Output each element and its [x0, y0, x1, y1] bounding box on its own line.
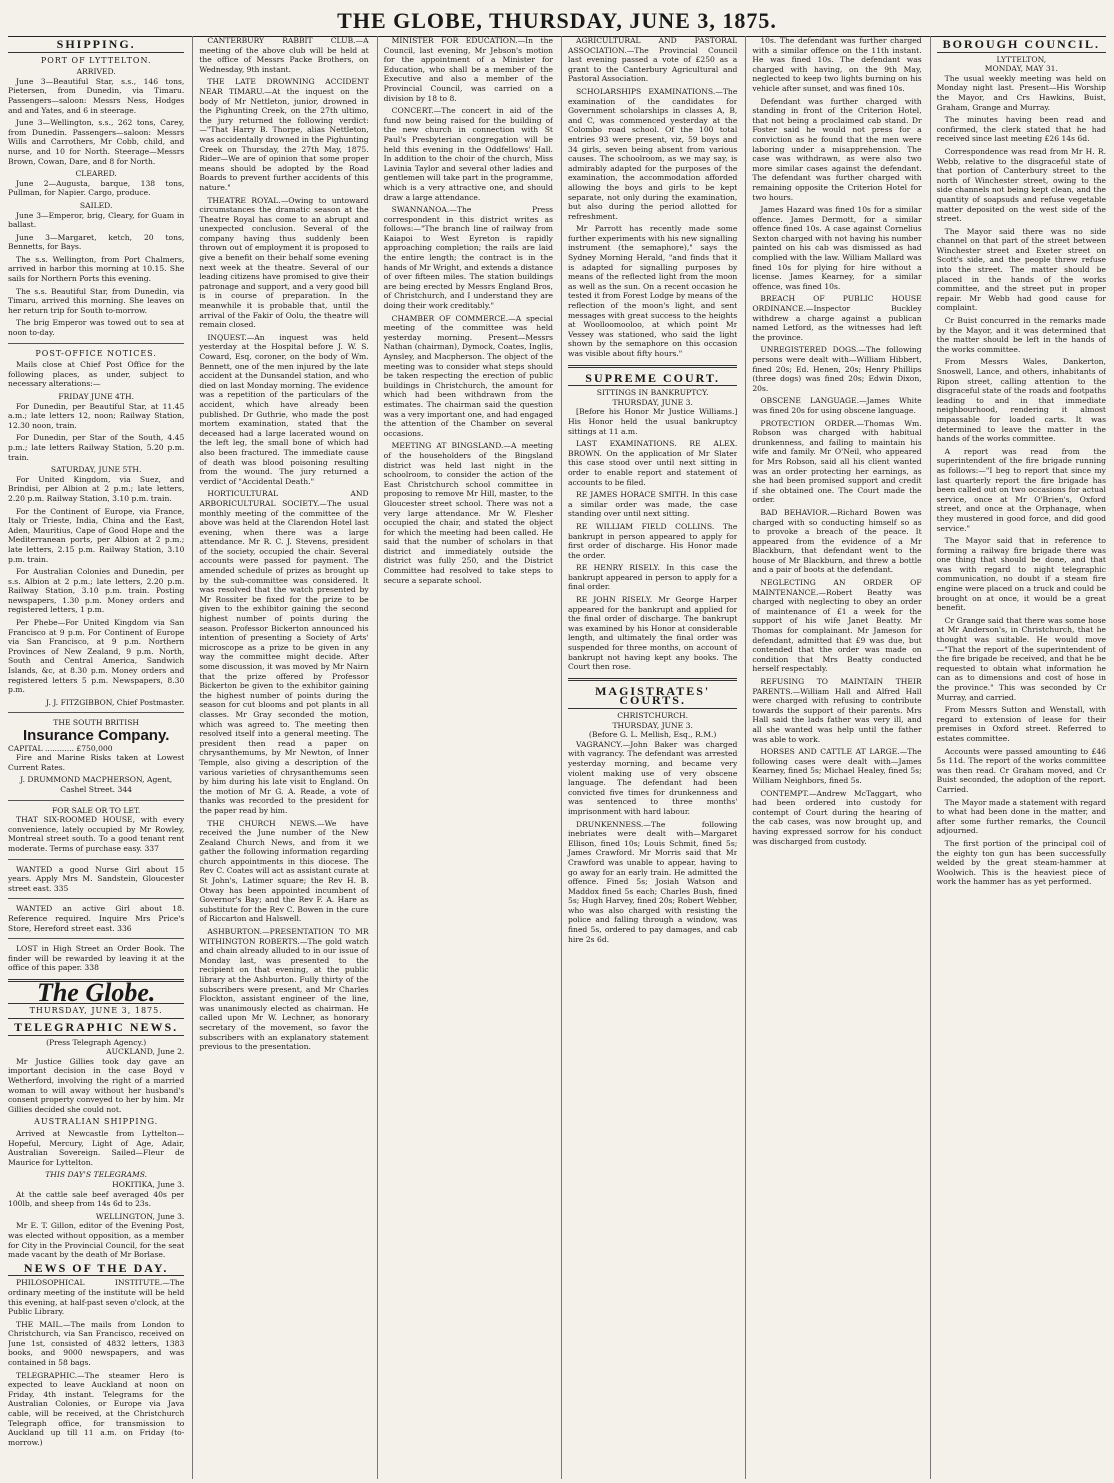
supreme-heading: SUPREME COURT.	[568, 374, 737, 387]
news-paragraph: THEATRE ROYAL.—Owing to untoward circumstances the dramatic season at the Theatre Royal has come to an abrupt and unexpected conclusion. Several of the company having thus suddenly been thrown out of employment it is proposed to give a benefit on their behalf some evening next week at the theatre. Several of our leading citizens have promised to give their patronage and support, and a very good bill is in course of preparation. In the meanwhile it is probable that, until the arrival of the Fakir of Oolu, the theatre will remain closed.	[199, 195, 369, 330]
globe-date: THURSDAY, JUNE 3, 1875.	[8, 1003, 184, 1019]
council-paragraph: The minutes having been read and confirmed, the clerk stated that he had received since last meeting £26 14s 6d.	[936, 115, 1106, 144]
insurance-agent: J. DRUMMOND MACPHERSON, Agent, Cashel Street. 344	[20, 775, 173, 794]
arrival-item: June 3—Wellington, s.s., 262 tons, Carey, from Dunedin. Passengers—saloon: Messrs Wills and Carrothers, Mr Cobb, child, and nurse, and 10 for North. Steerage—Messrs Brown, Cowan, Dare, and 8 for North.	[8, 118, 185, 166]
insurance-pre: THE SOUTH BRITISH	[53, 718, 140, 728]
council-paragraph: Cr Buist concurred in the remarks made by the Mayor, and it was determined that the matter should be left in the hands of the works committee.	[936, 316, 1106, 354]
council-paragraph: Cr Grange said that there was some hose at Mr Anderson's, in Christchurch, that he thought was suitable. He would move—"That the report of the superintendent of the fire brigade be received, and that he be requested to obtain what information he can as to dimensions and cost of hose in the province." This was seconded by Cr Murray, and carried.	[936, 615, 1106, 702]
council-paragraph: Correspondence was read from Mr H. R. Webb, relative to the disgraceful state of that portion of Canterbury street to the north of Winchester street, owing to the side channels not being kept clean, and the quantity of soapsuds and refuse vegetable matter deposited on the west side of the street.	[936, 146, 1106, 224]
news-item: PHILOSOPHICAL INSTITUTE.—The ordinary meeting of the institute will be held this evening, at half-past seven o'clock, at the Public Library.	[8, 1278, 185, 1317]
insurance-capital: CAPITAL ............ £750,000	[8, 743, 113, 753]
aus-heading: AUSTRALIAN SHIPPING.	[34, 1117, 159, 1127]
sailed-label: SAILED.	[79, 200, 113, 210]
council-paragraph: From Messrs Sutton and Wenstall, with regard to extension of lease for their premises in Oxford street. Referred to estates committee.	[936, 705, 1106, 743]
post-item: For United Kingdom, via Suez, and Brindisi, per Albion at 2 p.m.; late letters, 2.20 p.m. Railway Station, 3.10 p.m. train.	[8, 474, 185, 503]
court-paragraph: HORSES AND CATTLE AT LARGE.—The following cases were dealt with—James Kearney, fined 5s; Michael Healey, fined 5s; William Neighbors, fined 5s.	[752, 747, 922, 785]
column-4	[561, 36, 737, 1479]
column-5	[745, 36, 921, 1479]
tel-text: Mr E. T. Gillon, editor of the Evening Post, was elected without opposition, as a member for City in the Provincial Council, for the seat made vacant by the death of Mr Borlase.	[8, 1221, 185, 1260]
court-paragraph: 10s. The defendant was further charged with a similar offence on the 11th instant. He was fined 10s. The defendant was charged with having, on the 9th May, neglected to keep two lights burning on his vehicle after sunset, and was fined 10s.	[752, 36, 922, 93]
cleared-label: CLEARED.	[75, 169, 117, 179]
port-heading: PORT OF LYTTELTON.	[40, 55, 152, 65]
post-day: FRIDAY JUNE 4TH.	[58, 392, 134, 401]
news-item: THE MAIL.—The mails from London to Christchurch, via San Francisco, received on June 1st, consisted of 4832 letters, 1383 books, and 9000 newspapers, and was contained in 58 bags.	[8, 1319, 185, 1368]
sailed-item: June 3—Margaret, ketch, 20 tons, Bennetts, for Bays.	[8, 232, 185, 252]
column-2	[192, 36, 368, 1479]
post-item: For Australian Colonies and Dunedin, per s.s. Albion at 2 p.m.; late letters, 2.20 p.m. Railway Station, 3.10 p.m. train. Posting newspapers, 1.30 p.m. Money orders and registered letters, 1 p.m.	[8, 567, 185, 615]
news-paragraph: HORTICULTURAL AND ARBORICULTURAL SOCIETY.—The usual monthly meeting of the committee of the above was held at the Clarendon Hotel last evening, when there was a large attendance. Mr R. C. J. Stevens, president of the society, occupied the chair. Several accounts were passed for payment. The amended schedule of prizes as brought up by the sub-committee was considered. It was resolved that the watch presented by Mr Rossiter be fixed for the prize to be given to the exhibitor gaining the second highest number of points during the season. Professor Bickerton announced his intention of presenting a Society of Arts' microscope as a prize to be given in any way the committee might decide. After some discussion, it was moved by Mr Nairn that the prize offered by Professor Bickerton be given to the exhibitor gaining the highest number of points during the season for cut blooms and pot plants in all classes. Mr Gray seconded the motion, which was agreed to. The meeting then resolved itself into a general meeting. The president then read a paper on chrysanthemums, by Mr Newton, of Inner Temple, also giving a description of the various varieties of chrysanthemums seen by him during his late visit to England. On the motion of Mr G. A. Reade, a vote of thanks was recorded to the president for the paper read by him.	[199, 489, 369, 815]
shipping-heading: SHIPPING.	[8, 40, 184, 53]
court-paragraph: RE JOHN RISELY. Mr George Harper appeared for the bankrupt and applied for the final order of discharge. The bankrupt was examined by his Honor at considerable length, and ultimately the final order was suspended for three months, on account of bankrupt not having kept any books. The Court then rose.	[567, 595, 738, 672]
columns	[8, 36, 1106, 1479]
insurance-title: Insurance Company.	[22, 727, 170, 744]
post-intro: Mails close at Chief Post Office for the following places, as under, subject to necessary alterations:—	[8, 360, 185, 389]
news-paragraph: INQUEST.—An inquest was held yesterday at the Hospital before J. W. S. Coward, Esq, coroner, on the body of Wm. Bennett, one of the men injured by the late accident at the Dunsandel station, and who died on last Monday morning. The evidence was a repetition of the particulars of the accident, which have already been published. Dr Guthrie, who made the post mortem examination, stated that the deceased had a large lacerated wound on the left leg, the small bone of which had also been fractured. The immediate cause of death was blood poisoning resulting from the wound. The jury returned a verdict of "Accidental Death."	[199, 332, 369, 486]
wanted-ad: WANTED a good Nurse Girl about 15 years. Apply Mrs M. Sandstein, Gloucester street east. 335	[8, 864, 185, 893]
borough-date: MONDAY, MAY 31.	[984, 64, 1058, 74]
court-paragraph: [Before his Honor Mr Justice Williams.] His Honor held the usual bankruptcy sittings at 11 a.m.	[567, 407, 738, 436]
supreme-date: THURSDAY, JUNE 3.	[612, 397, 693, 407]
masthead: THE GLOBE, THURSDAY, JUNE 3, 1875.	[8, 4, 1106, 37]
post-day: SATURDAY, JUNE 5TH.	[50, 465, 142, 475]
post-item: Per Phebe—For United Kingdom via San Francisco at 9 p.m. For Continent of Europe via San Francisco, at 9 p.m. Northern Provinces of New Zealand, 9 p.m. North, South and Central America, Sandwich Islands, &c, at 8.30 p.m. Money orders and registered letters 5 p.m. Newspapers, 8.30 p.m.	[8, 618, 185, 695]
news-paragraph: Mr Parrott has recently made some further experiments with his new signalling instrument (the semaphore)," says the Sydney Morning Herald, "and finds that it is adapted for signalling purposes by means of the reflected light from the moon as well as the sun. On a recent occasion he tested it from Forest Lodge by means of the reflection of the moon's light, and sent messages with great success to the heights at Woolloomooloo, at which point Mr Vessey was stationed, who said the light shown by the semaphore on this occasion was visible about fifty hours."	[567, 224, 738, 358]
telegraphic-heading: TELEGRAPHIC NEWS.	[8, 1023, 184, 1036]
court-paragraph: PROTECTION ORDER.—Thomas Wm. Robson was charged with habitual drunkenness, and failing to maintain his wife and family. Mr O'Neil, who appeared for Mrs Robson, said all his client wanted was an order protecting her earnings, as she had been promised support and credit if she obtained one. The Court made the order.	[752, 418, 922, 505]
tel-dateline: WELLINGTON, June 3.	[95, 1211, 185, 1221]
wanted-ad: WANTED an active Girl about 18. Reference required. Inquire Mrs Price's Store, Hereford street east. 336	[8, 904, 185, 933]
days-telegrams: THIS DAY'S TELEGRAMS.	[45, 1170, 148, 1180]
tel-dateline: HOKITIKA, June 3.	[112, 1179, 185, 1189]
magistrates-date: THURSDAY, JUNE 3.	[612, 720, 693, 730]
telegraphic-dateline: AUCKLAND, June 2.	[106, 1047, 185, 1057]
court-paragraph: BAD BEHAVIOR.—Richard Bowen was charged with so conducting himself so as to provoke a breach of the peace. It appeared from the evidence of a Mr Blackburn, that defendant went to the house of Mr Blackburn, and threw a bottle and a pair of boots at the defendant.	[752, 507, 922, 575]
supreme-sub: SITTINGS IN BANKRUPTCY.	[596, 388, 709, 398]
magistrates-sub: CHRISTCHURCH.	[617, 711, 689, 720]
telegraphic-agency: (Press Telegraph Agency.)	[46, 1037, 147, 1047]
post-item: For Dunedin, per Beautiful Star, at 11.45 a.m.; late letters 12, noon; Railway Station, 12.30 noon, train.	[8, 401, 185, 430]
news-paragraph: MEETING AT BINGSLAND.—A meeting of the householders of the Bingsland district was held last night in the schoolroom, to consider the action of the East Christchurch school committee in proposing to remove Mr Hill, master, to the Gloucester street school. There was not a very large attendance. Mr W. Flesher occupied the chair, and stated the object for which the meeting had been called. He said that the number of scholars in that district and immediately outside the district was fully 250, and the District Committee had resolved to take steps to secure a separate school.	[383, 441, 553, 585]
shipping-note: The s.s. Beautiful Star, from Dunedin, via Timaru, arrived this morning. She leaves on her return trip for South to-morrow.	[8, 286, 185, 315]
news-paragraph: SWANNANOA.—The Press correspondent in this district writes as follows:—"The branch line of railway from Kaiapoi to West Eyreton is rapidly approaching completion; the rails are laid the entire length; the contract is in the hands of Mr Wright, and extends a distance of over fifteen miles. The station buildings are being erected by Messrs England Bros, of Christchurch, and I understand they are doing their work creditably."	[383, 205, 553, 311]
court-paragraph: James Hazard was fined 10s for a similar offence. James Dermott, for a similar offence fined 10s. A case against Cornelius Sexton charged with not having his number painted on his cab was dismissed as had complied with the law. William Mallard was fined 10s for plying for hire without a license. James Kearney, for a similar offence, was fined 10s.	[752, 205, 922, 291]
for-sale-heading: FOR SALE OR TO LET.	[52, 805, 141, 815]
tel-text: At the cattle sale beef averaged 40s per 100lb, and sheep from 14s 6d to 23s.	[8, 1189, 185, 1209]
court-paragraph: OBSCENE LANGUAGE.—James White was fined 20s for using obscene language.	[752, 396, 922, 415]
council-paragraph: The usual weekly meeting was held on Monday night last. Present—His Worship the Mayor, and Crs Hawkins, Buist, Graham, Grange and Murray.	[936, 73, 1106, 112]
arrival-item: June 3—Beautiful Star, s.s., 146 tons, Pietersen, from Dunedin, via Timaru. Passengers—saloon: Messrs Ness, Hodges and and Yates, and 6 in steerage.	[8, 76, 185, 115]
post-heading: POST-OFFICE NOTICES.	[35, 348, 157, 358]
arrived-label: ARRIVED.	[76, 67, 116, 77]
news-paragraph: CANTERBURY RABBIT CLUB.—A meeting of the above club will be held at the office of Messrs Packe Brothers, on Wednesday, 9th instant.	[199, 36, 369, 74]
court-paragraph: LAST EXAMINATIONS. RE ALEX. BROWN. On the application of Mr Slater this case stood over until next sitting in order to enable report and statement of accounts to be filed.	[567, 439, 738, 487]
council-paragraph: From Messrs Wales, Dankerton, Snoswell, Lance, and others, inhabitants of Ripon street, calling attention to the disgraceful state of the roads and footpaths leading to and in that immediate neighbourhood, rendering it almost impassable for loaded carts. It was determined to leave the matter in the hands of the works committee.	[936, 357, 1106, 444]
court-paragraph: NEGLECTING AN ORDER OF MAINTENANCE.—Robert Beatty was charged with neglecting to obey an order of maintenance of £1 a week for the support of his wife Janet Beatty. Mr Thomas for complainant. Mr Jameson for defendant, admitted that £9 was due, but contended that the order was made on condition that Mrs Beatty conducted herself respectably.	[752, 578, 922, 674]
borough-sub: LYTTELTON,	[996, 54, 1047, 64]
borough-heading: BOROUGH COUNCIL.	[937, 40, 1106, 53]
column-1	[8, 36, 184, 1479]
magistrates-bench: (Before G. L. Mellish, Esq., R.M.)	[588, 730, 717, 740]
column-6	[930, 36, 1106, 1479]
postmaster: J. J. FITZGIBBON, Chief Postmaster.	[46, 697, 185, 707]
court-paragraph: RE HENRY RISELY. In this case the bankrupt appeared in person to apply for a final order.	[567, 563, 738, 592]
shipping-note: The s.s. Wellington, from Port Chalmers, arrived in harbor this morning at 10.15. She sails for Northern Ports this evening.	[8, 254, 185, 284]
court-paragraph: DRUNKENNESS.—The following inebriates were dealt with—Margaret Ellison, fined 10s; Louis Schmit, fined 5s; James Crawford. Mr Morris said that Mr Crawford was unable to appear, having to go away for an early train. He admitted the offence. Fined 5s; Josiah Watson and Maddox fined 5s each; Charles Bush, fined 5s; Hugh Harvey, fined 20s; Robert Webber, who was also charged with resisting the police and falling through a window, was fined 5s, ordered to pay damages, and cab hire 2s 6d.	[567, 819, 738, 944]
shipping-note: The brig Emperor was towed out to sea at noon to-day.	[8, 318, 185, 338]
court-paragraph: REFUSING TO MAINTAIN THEIR PARENTS.—William Hall and Alfred Hall were charged with refusing to contribute towards the support of their parents. Mrs Hall said the lads father was very ill, and all she wanted was help until the father was able to work.	[752, 677, 922, 744]
news-paragraph: THE LATE DROWNING ACCIDENT NEAR TIMARU.—At the inquest on the body of Mr Nettleton, junior, drowned in the Pighunting Creek, on the 27th ultimo, the jury returned the following verdict:—"That Harry B. Thorpe, alias Nettleton, was accidentally drowned in the Pighunting Creek on Thursday, the 27th May, 1875. Rider—We are of opinion that some proper means should be adopted by the Road Boards to prevent further accidents of this nature."	[199, 77, 369, 192]
council-paragraph: The Mayor made a statement with regard to what had been done in the matter, and after some further remarks, the Council adjourned.	[936, 797, 1106, 836]
council-paragraph: Accounts were passed amounting to £46 5s 11d. The report of the works committee was then read. Cr Graham moved, and Cr Buist seconded, the adoption of the report. Carried.	[936, 746, 1106, 794]
court-paragraph: RE JAMES HORACE SMITH. In this case a similar order was made, the case standing over until next sitting.	[567, 490, 738, 519]
court-paragraph: BREACH OF PUBLIC HOUSE ORDINANCE.—Inspector Buckley withdrew a charge against a publican named Letford, as the witnesses had left the province.	[752, 294, 922, 342]
council-paragraph: The Mayor said there was no side channel on that part of the street between Winchester street and Exeter street on Scott's side, and the people threw refuse into the street. The matter should be placed in the hands of the works committee, and the street put in proper repair. Mr Webb had good cause for complaint.	[936, 226, 1106, 313]
council-paragraph: The first portion of the principal coil of the eighty ton gun has been successfully welded by the great steam-hammer at Woolwich. This is the heaviest piece of work the hammer has as yet performed.	[936, 838, 1106, 887]
cleared-item: June 2—Augusta, barque, 138 tons, Pullman, for Napier. Cargo, produce.	[8, 178, 185, 198]
news-paragraph: CHAMBER OF COMMERCE.—A special meeting of the committee was held yesterday morning. Present—Messrs Nathan (chairman), Dymock, Coates, Inglis, Aynsley, and Macpherson. The object of the meeting was to consider what steps should be taken respecting the erection of public buildings in Christchurch, the amount for which had been withdrawn from the estimates. The chairman said the question was a very important one, and had engaged the attention of the Chamber on several occasions.	[383, 313, 553, 438]
insurance-text: Fire and Marine Risks taken at Lowest Current Rates.	[8, 753, 185, 772]
news-paragraph: SCHOLARSHIPS EXAMINATIONS.—The examination of the candidates for Government scholarships in classes A, B, and C, was commenced yesterday at the Colombo road school. Of the 100 total entries 93 were present, viz, 59 boys and 34 girls, seven being absent from various causes. The schoolroom, as we may say, is admirably adapted for the purposes of the examination, the accommodation afforded allowing the boys and girls to be kept separate, not only during the examination, but also during the period allotted for refreshment.	[567, 86, 738, 221]
post-item: For Dunedin, per Star of the South, 4.45 p.m.; late letters Railway Station, 5.20 p.m. train.	[8, 433, 185, 462]
court-paragraph: UNREGISTERED DOGS.—The following persons were dealt with—William Hibbert, fined 20s; Ed. Henen, 20s; Henry Phillips (three dogs) was fined 20s; Edwin Dixon, 20s.	[752, 345, 922, 393]
news-paragraph: ASHBURTON.—PRESENTATION TO MR WITHINGTON ROBERTS.—The gold watch and chain already alluded to in our issue of Monday last, was presented to the recipient on that evening, at the public library at the Ashburton. Fully thirty of the subscribers were present, and Mr Charles Flockton, assistant engineer of the line, was unanimously elected as chairman. He called upon Mr W. Lechner, as honorary secretary of the movement, so favor the subscribers with an explanatory statement previous to the presentation.	[199, 927, 369, 1052]
news-item: TELEGRAPHIC.—The steamer Hero is expected to leave Auckland at noon on Friday, 4th instant. Telegrams for the Australian Colonies, or Europe via Java cable, will be received, at the Christchurch Telegraph office, for transmission to Auckland up till 11 a.m. on Friday (to-morrow.)	[8, 1370, 185, 1447]
court-paragraph: Defendant was further charged with standing in front of the Criterion Hotel, that not being a proclaimed cab stand. Dr Foster said he would not press for a conviction as he found that the men were laboring under a misapprehension. The case was withdrawn, as were also two more similar cases against the defendant. The defendant was further charged with remaining opposite the Criterion Hotel for two hours.	[752, 96, 922, 202]
court-paragraph: CONTEMPT.—Andrew McTaggart, who had been ordered into custody for contempt of Court during the hearing of the cab cases, was now brought up, and having expressed sorrow for his conduct was discharged from custody.	[752, 788, 922, 846]
news-heading: NEWS OF THE DAY.	[8, 1264, 184, 1277]
sailed-item: June 3—Emperor, brig, Cleary, for Guam in ballast.	[8, 210, 185, 230]
court-paragraph: RE WILLIAM FIELD COLLINS. The bankrupt in person appeared to apply for first order of discharge. His Honor made the order.	[567, 521, 738, 560]
for-sale-ad: THAT SIX-ROOMED HOUSE, with every convenience, lately occupied by Mr Rowley, Montreal street south. To a good tenant rent moderate. Terms of purchase easy. 337	[8, 815, 185, 853]
news-paragraph: THE CHURCH NEWS.—We have received the June number of the New Zealand Church News, and from it we gather the following information regarding church appointments in this diocese. The Rev C. Coates will act as assistant curate at St John's, Latimer square; the Rev H. B. Otway has been appointed incumbent of Governor's Bay; and the Rev F. A. Hare as substitute for the Rev C. Bowen in the cure of Riccarton and Halswell.	[199, 818, 369, 924]
column-3	[377, 36, 553, 1479]
news-paragraph: CONCERT.—The concert in aid of the fund now being raised for the building of the new church in connection with St Paul's Presbyterian congregation will be held this evening in the Oddfellows' Hall. In addition to the choir of the church, Miss Lavinia Taylor and several other ladies and gentlemen will take part in the programme, which is a very attractive one, and should draw a large attendance.	[383, 106, 553, 202]
lost-ad: LOST in High Street an Order Book. The finder will be rewarded by leaving it at the office of this paper. 338	[8, 944, 185, 973]
news-paragraph: AGRICULTURAL AND PASTORAL ASSOCIATION.—The Provincial Council last evening passed a vote of £250 as a grant to the Canterbury Agricultural and Pastoral Association.	[567, 36, 738, 84]
post-item: For the Continent of Europe, via France, Italy or Trieste, India, China and the East, Aden, Mauritius, Cape of Good Hope and the Mediterranean ports, per Albion at 2 p.m.; late letters, 2.15 p.m. Railway Station, 3.10 p.m. train.	[8, 506, 185, 564]
council-paragraph: A report was read from the superintendent of the fire brigade running as follows:—"I beg to report that since my last quarterly report the fire brigade has been called out on two occasions for actual service, once at Mr O'Brien's, Oxford street, and once at the Orphanage, when they mustered in good force, and did good service."	[936, 446, 1106, 533]
council-paragraph: The Mayor said that in reference to forming a railway fire brigade there was one thing that should be done, and that was with regard to night telegraphic communication, no doubt if a steam fire engine were placed on a truck and could be brought on at once, it would be a great benefit.	[936, 536, 1106, 613]
telegraphic-text: Mr Justice Gillies took day gave an important decision in the case Boyd v Wetherford, involving the right of a married woman to will away without her husband's consent property conveyed to her by him. Mr Gillies decided she could not.	[8, 1056, 185, 1114]
court-paragraph: VAGRANCY.—John Baker was charged with vagrancy. The defendant was arrested yesterday morning, and became very violent making use of very obscene language. The defendant had been convicted five times for drunkenness and was sentenced to three months' imprisonment with hard labour.	[567, 739, 738, 816]
magistrates-heading: MAGISTRATES' COURTS.	[568, 687, 737, 709]
news-paragraph: MINISTER FOR EDUCATION.—In the Council, last evening, Mr Jebson's motion for the appointment of a Minister for Education, who shall be a member of the Executive and also a member of the Provincial Council, was carried on a division by 18 to 8.	[383, 36, 553, 103]
aus-text: Arrived at Newcastle from Lyttelton—Hopeful, Mercury, Light of Age, Adair, Australian Sovereign. Sailed—Fleur de Maurice for Lyttelton.	[8, 1129, 185, 1167]
globe-title: The Globe.	[36, 977, 156, 1007]
